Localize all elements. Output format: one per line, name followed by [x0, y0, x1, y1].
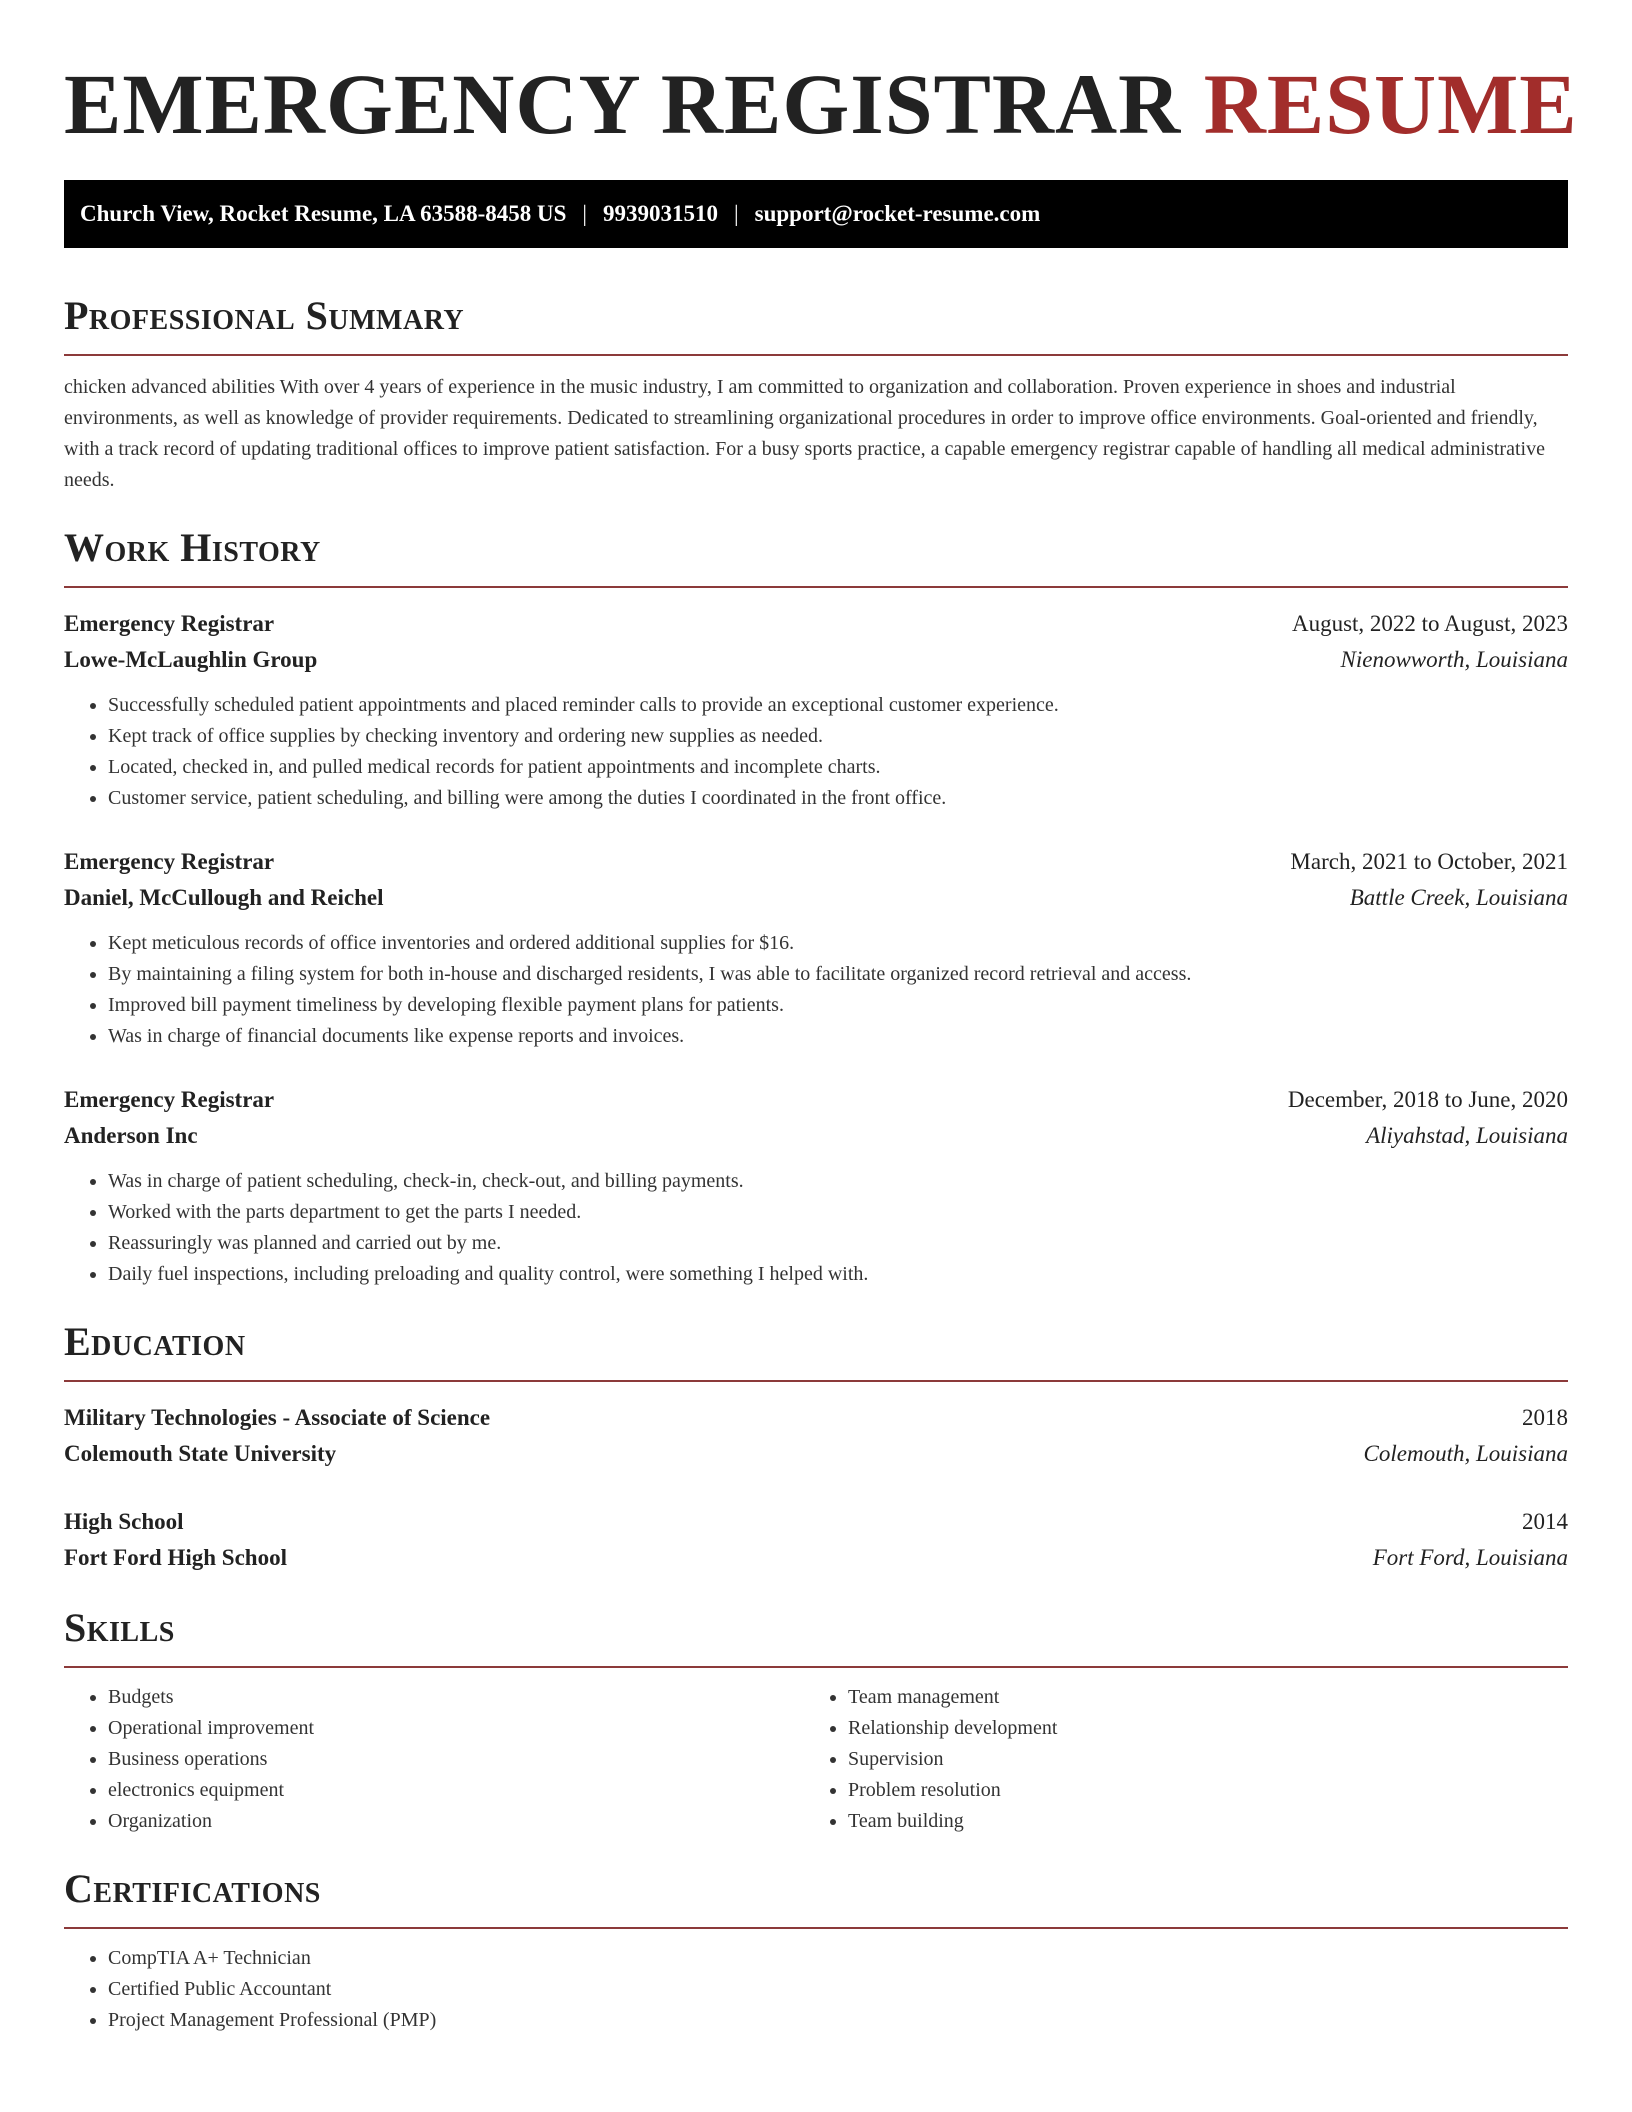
- summary-section: [64, 292, 1568, 496]
- skills-grid: [64, 1682, 1568, 1837]
- section-divider: [64, 1927, 1568, 1929]
- job-company-row: [64, 1118, 1568, 1154]
- education-header-row: [64, 1400, 1568, 1436]
- job-role: Emergency Registrar: [64, 1087, 275, 1112]
- education-degree: Military Technologies - Associate of Science: [64, 1405, 491, 1430]
- job-header-row: [64, 1082, 1568, 1118]
- job-bullets: [64, 690, 1568, 814]
- section-divider: [64, 354, 1568, 356]
- section-title-summary: Professional Summary: [64, 293, 465, 338]
- education-entry: [64, 1400, 1568, 1472]
- job-entry: [64, 844, 1568, 1052]
- skill-item: • Team management: [848, 1682, 1544, 1713]
- skill-item: • Team building: [848, 1806, 1544, 1837]
- skill-item: • Business operations: [108, 1744, 804, 1775]
- section-divider: [64, 586, 1568, 588]
- list-item: • Was in charge of patient scheduling, check-in, check-out, and billing payments.: [108, 1166, 1568, 1197]
- job-entry: [64, 1082, 1568, 1290]
- education-school: Colemouth State University: [64, 1441, 337, 1466]
- job-header-row: [64, 844, 1568, 880]
- skills-section: [64, 1604, 1568, 1837]
- title-main: EMERGENCY REGISTRAR: [64, 56, 1182, 152]
- job-role: Emergency Registrar: [64, 611, 275, 636]
- title-accent: RESUME: [1203, 56, 1578, 152]
- contact-bar: [64, 180, 1568, 248]
- resume-title: [64, 0, 1578, 152]
- list-item: • Worked with the parts department to get the parts I needed.: [108, 1197, 1568, 1228]
- contact-email[interactable]: support@rocket-resume.com: [754, 201, 1041, 226]
- job-dates: August, 2022 to August, 2023: [1291, 611, 1568, 636]
- list-item: • Kept meticulous records of office inventories and ordered additional supplies for $16.: [108, 928, 1568, 959]
- education-school-row: [64, 1540, 1568, 1576]
- skill-item: • Problem resolution: [848, 1775, 1544, 1806]
- skill-item: • electronics equipment: [108, 1775, 804, 1806]
- list-item: • By maintaining a filing system for both in-house and discharged residents, I was able to facilitate organized record retrieval and access.: [108, 959, 1568, 990]
- job-company-row: [64, 880, 1568, 916]
- job-dates: March, 2021 to October, 2021: [1290, 849, 1568, 874]
- skill-item: • Relationship development: [848, 1713, 1544, 1744]
- list-item: • Located, checked in, and pulled medical records for patient appointments and incomplete charts.: [108, 752, 1568, 783]
- certifications-list: [64, 1943, 1568, 2036]
- certification-item: • CompTIA A+ Technician: [108, 1943, 1568, 1974]
- job-location: Battle Creek, Louisiana: [1349, 885, 1568, 910]
- education-header-row: [64, 1504, 1568, 1540]
- job-company: Anderson Inc: [64, 1123, 198, 1148]
- list-item: • Daily fuel inspections, including preloading and quality control, were something I helped with.: [108, 1259, 1568, 1290]
- work-section: [64, 524, 1568, 1290]
- list-item: • Improved bill payment timeliness by developing flexible payment plans for patients.: [108, 990, 1568, 1021]
- skills-column-right: [804, 1682, 1544, 1837]
- section-title-certifications: Certifications: [64, 1866, 321, 1911]
- job-location: Nienowworth, Louisiana: [1340, 647, 1568, 672]
- list-item: • Successfully scheduled patient appointments and placed reminder calls to provide an exceptional customer experience.: [108, 690, 1568, 721]
- job-header-row: [64, 606, 1568, 642]
- section-divider: [64, 1380, 1568, 1382]
- skill-item: • Budgets: [108, 1682, 804, 1713]
- skill-item: • Supervision: [848, 1744, 1544, 1775]
- education-entry: [64, 1504, 1568, 1576]
- education-year: 2014: [1522, 1509, 1568, 1534]
- education-location: Colemouth, Louisiana: [1363, 1441, 1568, 1466]
- contact-address: Church View, Rocket Resume, LA 63588-8458 US: [80, 201, 567, 226]
- education-section: [64, 1318, 1568, 1576]
- education-school: Fort Ford High School: [64, 1545, 287, 1570]
- section-title-work: Work History: [64, 525, 321, 570]
- list-item: • Kept track of office supplies by checking inventory and ordering new supplies as needed.: [108, 721, 1568, 752]
- job-company: Daniel, McCullough and Reichel: [64, 885, 384, 910]
- job-entry: [64, 606, 1568, 814]
- contact-phone[interactable]: 9939031510: [603, 201, 719, 226]
- summary-text: chicken advanced abilities With over 4 years of experience in the music industry, I am committed to organization and collaboration. Proven experience in shoes and industrial environments, as well as knowledge of provider requirements. Dedicated to streamlining organizational procedures in order to improve office environments. Goal-oriented and friendly, with a track record of updating traditional offices to improve patient satisfaction. For a busy sports practice, a capable emergency registrar capable of handling all medical administrative needs.: [64, 376, 1545, 491]
- certification-item: • Certified Public Accountant: [108, 1974, 1568, 2005]
- certifications-section: [64, 1865, 1568, 2036]
- skills-column-left: [64, 1682, 804, 1837]
- job-role: Emergency Registrar: [64, 849, 275, 874]
- contact-separator: |: [734, 201, 739, 226]
- list-item: • Customer service, patient scheduling, and billing were among the duties I coordinated in the front office.: [108, 783, 1568, 814]
- skill-item: • Organization: [108, 1806, 804, 1837]
- job-company-row: [64, 642, 1568, 678]
- education-school-row: [64, 1436, 1568, 1472]
- contact-separator: |: [582, 201, 588, 226]
- job-bullets: [64, 928, 1568, 1052]
- job-company: Lowe-McLaughlin Group: [64, 647, 318, 672]
- job-bullets: [64, 1166, 1568, 1290]
- section-title-education: Education: [64, 1319, 246, 1364]
- list-item: • Reassuringly was planned and carried out by me.: [108, 1228, 1568, 1259]
- certification-item: • Project Management Professional (PMP): [108, 2005, 1568, 2036]
- section-title-skills: Skills: [64, 1605, 175, 1650]
- skill-item: • Operational improvement: [108, 1713, 804, 1744]
- education-year: 2018: [1522, 1405, 1568, 1430]
- list-item: • Was in charge of financial documents like expense reports and invoices.: [108, 1021, 1568, 1052]
- education-location: Fort Ford, Louisiana: [1372, 1545, 1568, 1570]
- job-location: Aliyahstad, Louisiana: [1366, 1123, 1568, 1148]
- section-divider: [64, 1666, 1568, 1668]
- education-degree: High School: [64, 1509, 184, 1534]
- job-dates: December, 2018 to June, 2020: [1287, 1087, 1568, 1112]
